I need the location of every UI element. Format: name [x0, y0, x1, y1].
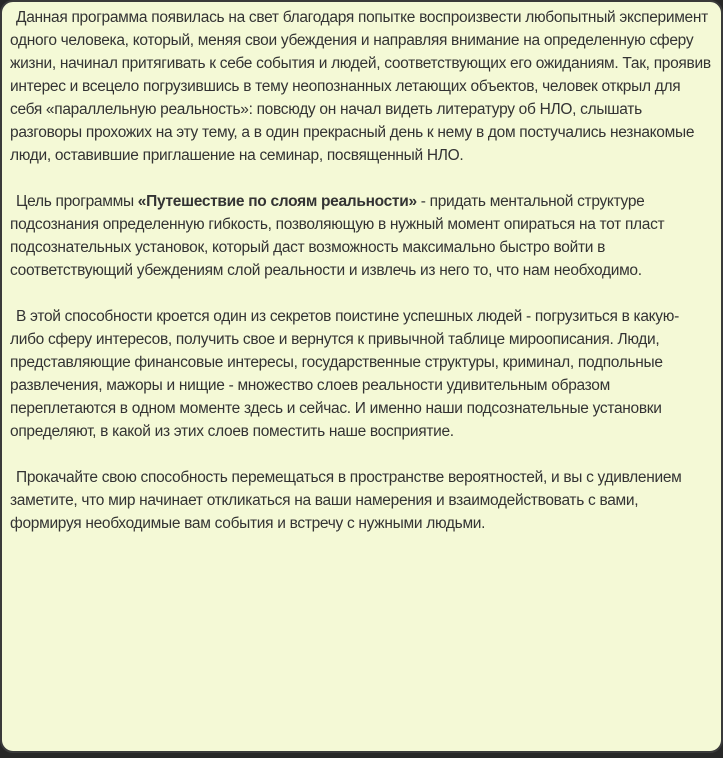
paragraph-program-goal	[10, 190, 712, 282]
paragraph-ability-secret: В этой способности кроется один из секретов поистине успешных людей - погрузиться в какую-либо сферу интересов, получить свое и вернутся к привычной таблице мироописания. Люди, представляющие финансовые интересы, государственные структуры, криминал, подпольные развлечения, мажоры и нищие - множество слоев реальности удивительным образом переплетаются в одном моменте здесь и сейчас. И именно наши подсознательные установки определяют, в какой из этих слоев поместить наше восприятие.	[10, 308, 679, 440]
program-title: «Путешествие по слоям реальности»	[137, 193, 417, 210]
paragraph-origin-story: Данная программа появилась на свет благодаря попытке воспроизвести любопытный эксперимент одного человека, который, меняя свои убеждения и направляя внимание на определенную сферу жизни, начинал притягивать к себе события и людей, соответствующих его ожиданиям. Так, проявив интерес и всецело погрузившись в тему неопознанных летающих объектов, человек открыл для себя «параллельную реальность»: повсюду он начал видеть литературу об НЛО, слышать разговоры прохожих на эту тему, а в один прекрасный день к нему в дом постучались незнакомые люди, оставившие приглашение на семинар, посвященный НЛО.	[10, 9, 711, 164]
paragraph-program-goal-pre: Цель программы	[16, 193, 138, 210]
paragraph-call-to-action: Прокачайте свою способность перемещаться в пространстве вероятностей, и вы с удивлением заметите, что мир начинает откликаться на ваши намерения и взаимодействовать с вами, формируя необходимые вам события и встречу с нужными людьми.	[10, 469, 682, 532]
paragraph-program-goal-post: - придать ментальной структуре подсознания определенную гибкость, позволяющую в нужный момент опираться на тот пласт подсознательных установок, который даст возможность максимально быстро войти в соответствующий убеждениям слой реальности и извлечь из него то, что нам необходимо.	[10, 193, 665, 279]
